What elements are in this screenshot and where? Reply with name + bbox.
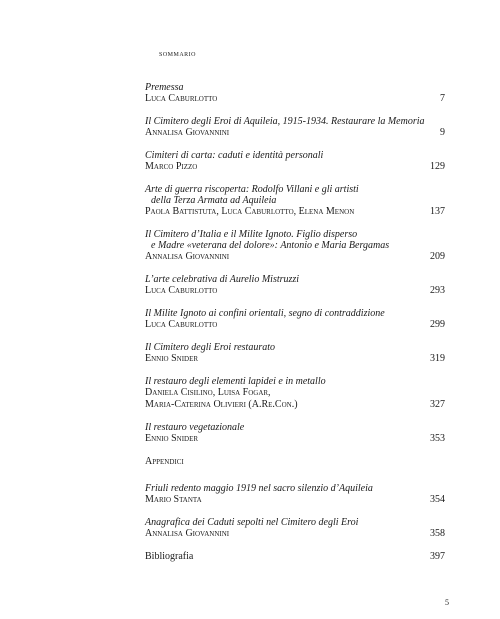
entry-title: Anagrafica dei Caduti sepolti nel Cimitero degli Eroi bbox=[145, 517, 359, 528]
toc-entry bbox=[145, 483, 445, 506]
entry-title-line-2: della Terza Armata ad Aquileia bbox=[151, 195, 277, 206]
toc-entry bbox=[145, 274, 445, 297]
appendix-heading: Appendici bbox=[145, 456, 184, 467]
entry-author: Luca Caburlotto bbox=[145, 285, 218, 296]
entry-author: Ennio Snider bbox=[145, 433, 199, 444]
toc-entry bbox=[145, 342, 445, 365]
entry-page-number: 293 bbox=[430, 285, 445, 296]
entry-author: Daniela Cisilino, Luisa Fogar, bbox=[145, 387, 271, 398]
entry-title: Il Cimitero degli Eroi di Aquileia, 1915-1934. Restaurare la Memoria bbox=[145, 116, 425, 127]
entry-title: L’arte celebrativa di Aurelio Mistruzzi bbox=[145, 274, 300, 285]
entry-author: Mario Stanta bbox=[145, 494, 202, 505]
bibliography-label: Bibliografia bbox=[145, 551, 194, 562]
entry-title: Il restauro degli elementi lapidei e in metallo bbox=[145, 376, 326, 387]
entry-author: Luca Caburlotto bbox=[145, 93, 218, 104]
entry-author: Annalisa Giovannini bbox=[145, 528, 230, 539]
entry-page-number: 137 bbox=[430, 206, 445, 217]
entry-title bbox=[145, 229, 445, 251]
entry-page-number: 397 bbox=[430, 551, 445, 562]
entry-author: Luca Caburlotto bbox=[145, 319, 218, 330]
entry-page-number: 9 bbox=[440, 127, 445, 138]
toc-entry bbox=[145, 517, 445, 540]
entry-title-line-1: Arte di guerra riscoperta: Rodolfo Villani e gli artisti bbox=[145, 184, 359, 195]
entry-page-number: 209 bbox=[430, 251, 445, 262]
entry-page-number: 353 bbox=[430, 433, 445, 444]
toc-entry bbox=[145, 116, 445, 139]
entry-title: Il Milite Ignoto ai confini orientali, segno di contraddizione bbox=[145, 308, 385, 319]
toc-entry bbox=[145, 308, 445, 331]
entry-page-number: 7 bbox=[440, 93, 445, 104]
entry-author: Paola Battistuta, Luca Caburlotto, Elena Menon bbox=[145, 206, 355, 217]
entry-page-number: 129 bbox=[430, 161, 445, 172]
entry-title: Friuli redento maggio 1919 nel sacro silenzio d’Aquileia bbox=[145, 483, 373, 494]
toc-entry bbox=[145, 376, 445, 411]
entry-title-line-2: e Madre «veterana del dolore»: Antonio e Maria Bergamas bbox=[151, 240, 390, 251]
table-of-contents bbox=[145, 82, 445, 574]
toc-entry bbox=[145, 229, 445, 263]
entry-title: Il restauro vegetazionale bbox=[145, 422, 245, 433]
entry-title: Il Cimitero degli Eroi restaurato bbox=[145, 342, 275, 353]
entry-author: Ennio Snider bbox=[145, 353, 199, 364]
toc-entry bbox=[145, 82, 445, 105]
entry-title: Premessa bbox=[145, 82, 184, 93]
toc-entry bbox=[145, 150, 445, 173]
entry-title-line-1: Il Cimitero d’Italia e il Milite Ignoto. Figlio disperso bbox=[145, 229, 358, 240]
entry-page-number: 358 bbox=[430, 528, 445, 539]
entry-author: Marco Pizzo bbox=[145, 161, 198, 172]
entry-page-number: 299 bbox=[430, 319, 445, 330]
page-heading: sommario bbox=[159, 48, 197, 58]
entry-title: Cimiteri di carta: caduti e identità personali bbox=[145, 150, 324, 161]
entry-author: Annalisa Giovannini bbox=[145, 127, 230, 138]
entry-page-number: 319 bbox=[430, 353, 445, 364]
bibliography-entry bbox=[145, 551, 445, 563]
toc-entry bbox=[145, 184, 445, 218]
toc-entry bbox=[145, 422, 445, 445]
entry-title bbox=[145, 184, 445, 206]
entry-author-line-2: Maria-Caterina Olivieri (A.Re.Con.) bbox=[145, 399, 298, 410]
entry-page-number: 327 bbox=[430, 399, 445, 410]
entry-page-number: 354 bbox=[430, 494, 445, 505]
entry-author: Annalisa Giovannini bbox=[145, 251, 230, 262]
page-folio-number: 5 bbox=[445, 598, 449, 607]
